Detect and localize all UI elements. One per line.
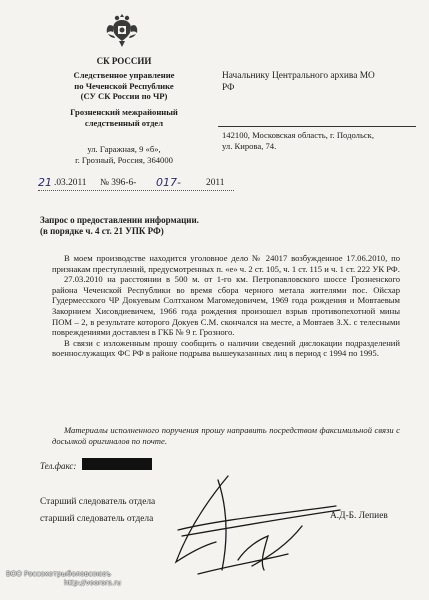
signer-role <box>40 494 155 528</box>
body-paragraph: 27.03.2010 на расстоянии в 500 м. от 1-го км. Петропавловского шоссе Грозненского района Чеченской Республики во время сбора черного метала жителями пос. Ойсхар Гудермесского ЧР Докуевым Солтханом Магомедовичем, 1969 года рождения и Мовтаевым Закорнием Хисовдиевичем, 1966 года рождения произошел взрыв противопехотной мины ПОМ – 2, в результате которого Докуев С.М. скончался на месте, а Мовтаев З.Х. с телесными повреждениями доставлен в ГКБ № 9 г. Грозного. <box>52 274 400 338</box>
sub-dept-line: Грозненский межрайонный <box>70 107 178 117</box>
org-address <box>30 144 218 165</box>
dept-line: по Чеченской Республике <box>74 80 174 91</box>
subject-line: Запрос о предоставлении информации. <box>40 215 199 225</box>
recipient-address-line: 142100, Московская область, г. Подольск, <box>222 130 375 140</box>
handwritten-day: 21 <box>38 176 52 189</box>
watermark <box>6 570 121 588</box>
italic-note: Материалы исполненного поручения прошу направить посредством факсимильной связи с досылкой оригиналов по почте. <box>52 425 400 446</box>
address-line: ул. Гаражная, 9 «б», <box>87 144 161 154</box>
fax-redaction <box>82 458 152 470</box>
emblem-icon <box>104 10 140 50</box>
fax-label: Тел.факс: <box>40 461 77 471</box>
dept-line: (СУ СК России по ЧР) <box>80 91 168 101</box>
dept-line: Следственное управление <box>73 70 175 80</box>
handwritten-signature <box>168 470 348 582</box>
recipient-block <box>222 70 422 94</box>
reg-year: 2011 <box>206 178 225 188</box>
registration-line <box>38 178 238 194</box>
recipient-address-line: ул. Кирова, 74. <box>222 140 277 151</box>
sub-dept-name <box>30 107 218 128</box>
recipient-address <box>222 130 422 151</box>
reg-underline <box>38 190 234 191</box>
body-paragraph: В связи с изложенным прошу сообщить о наличии сведений дислокации подразделений военнослужащих ФС РФ в районе подрыва вышеуказанных лиц в период с 1994 по 1995. <box>52 337 400 359</box>
reg-month-year: .03.2011 <box>54 178 87 188</box>
subject-line: (в порядке ч. 4 ст. 21 УПК РФ) <box>40 226 164 236</box>
org-name: СК РОССИИ <box>96 56 152 66</box>
signer-name: А.Д-Б. Лепиев <box>330 511 388 521</box>
address-line: г. Грозный, Россия, 364000 <box>75 154 173 165</box>
signer-role-line: старший следователь отдела <box>40 514 154 524</box>
handwritten-number: 017- <box>156 176 181 189</box>
watermark-line: http://voorors.ru <box>64 579 122 587</box>
signer-role-line: Старший следователь отдела <box>40 497 156 507</box>
recipient-title-line: Начальнику Центрального архива МО <box>222 71 375 81</box>
body-paragraph: В моем производстве находится уголовное дело № 24017 возбужденное 17.06.2010, по признакам преступлений, предусмотренных п. «е» ч. 2 ст. 105, ч. 1 ст. 115 и ч. 1 ст. 222 УК РФ. <box>52 253 400 274</box>
reg-number-label: № 396-6- <box>100 178 137 188</box>
body-text <box>52 253 400 359</box>
subject <box>40 215 380 237</box>
sub-dept-line: следственный отдел <box>84 117 164 128</box>
dept-name <box>30 70 218 102</box>
recipient-rule <box>218 126 416 127</box>
recipient-title-line: РФ <box>222 83 235 93</box>
watermark-line: ВОО Россохотрыболовсоюзъ <box>6 570 112 578</box>
